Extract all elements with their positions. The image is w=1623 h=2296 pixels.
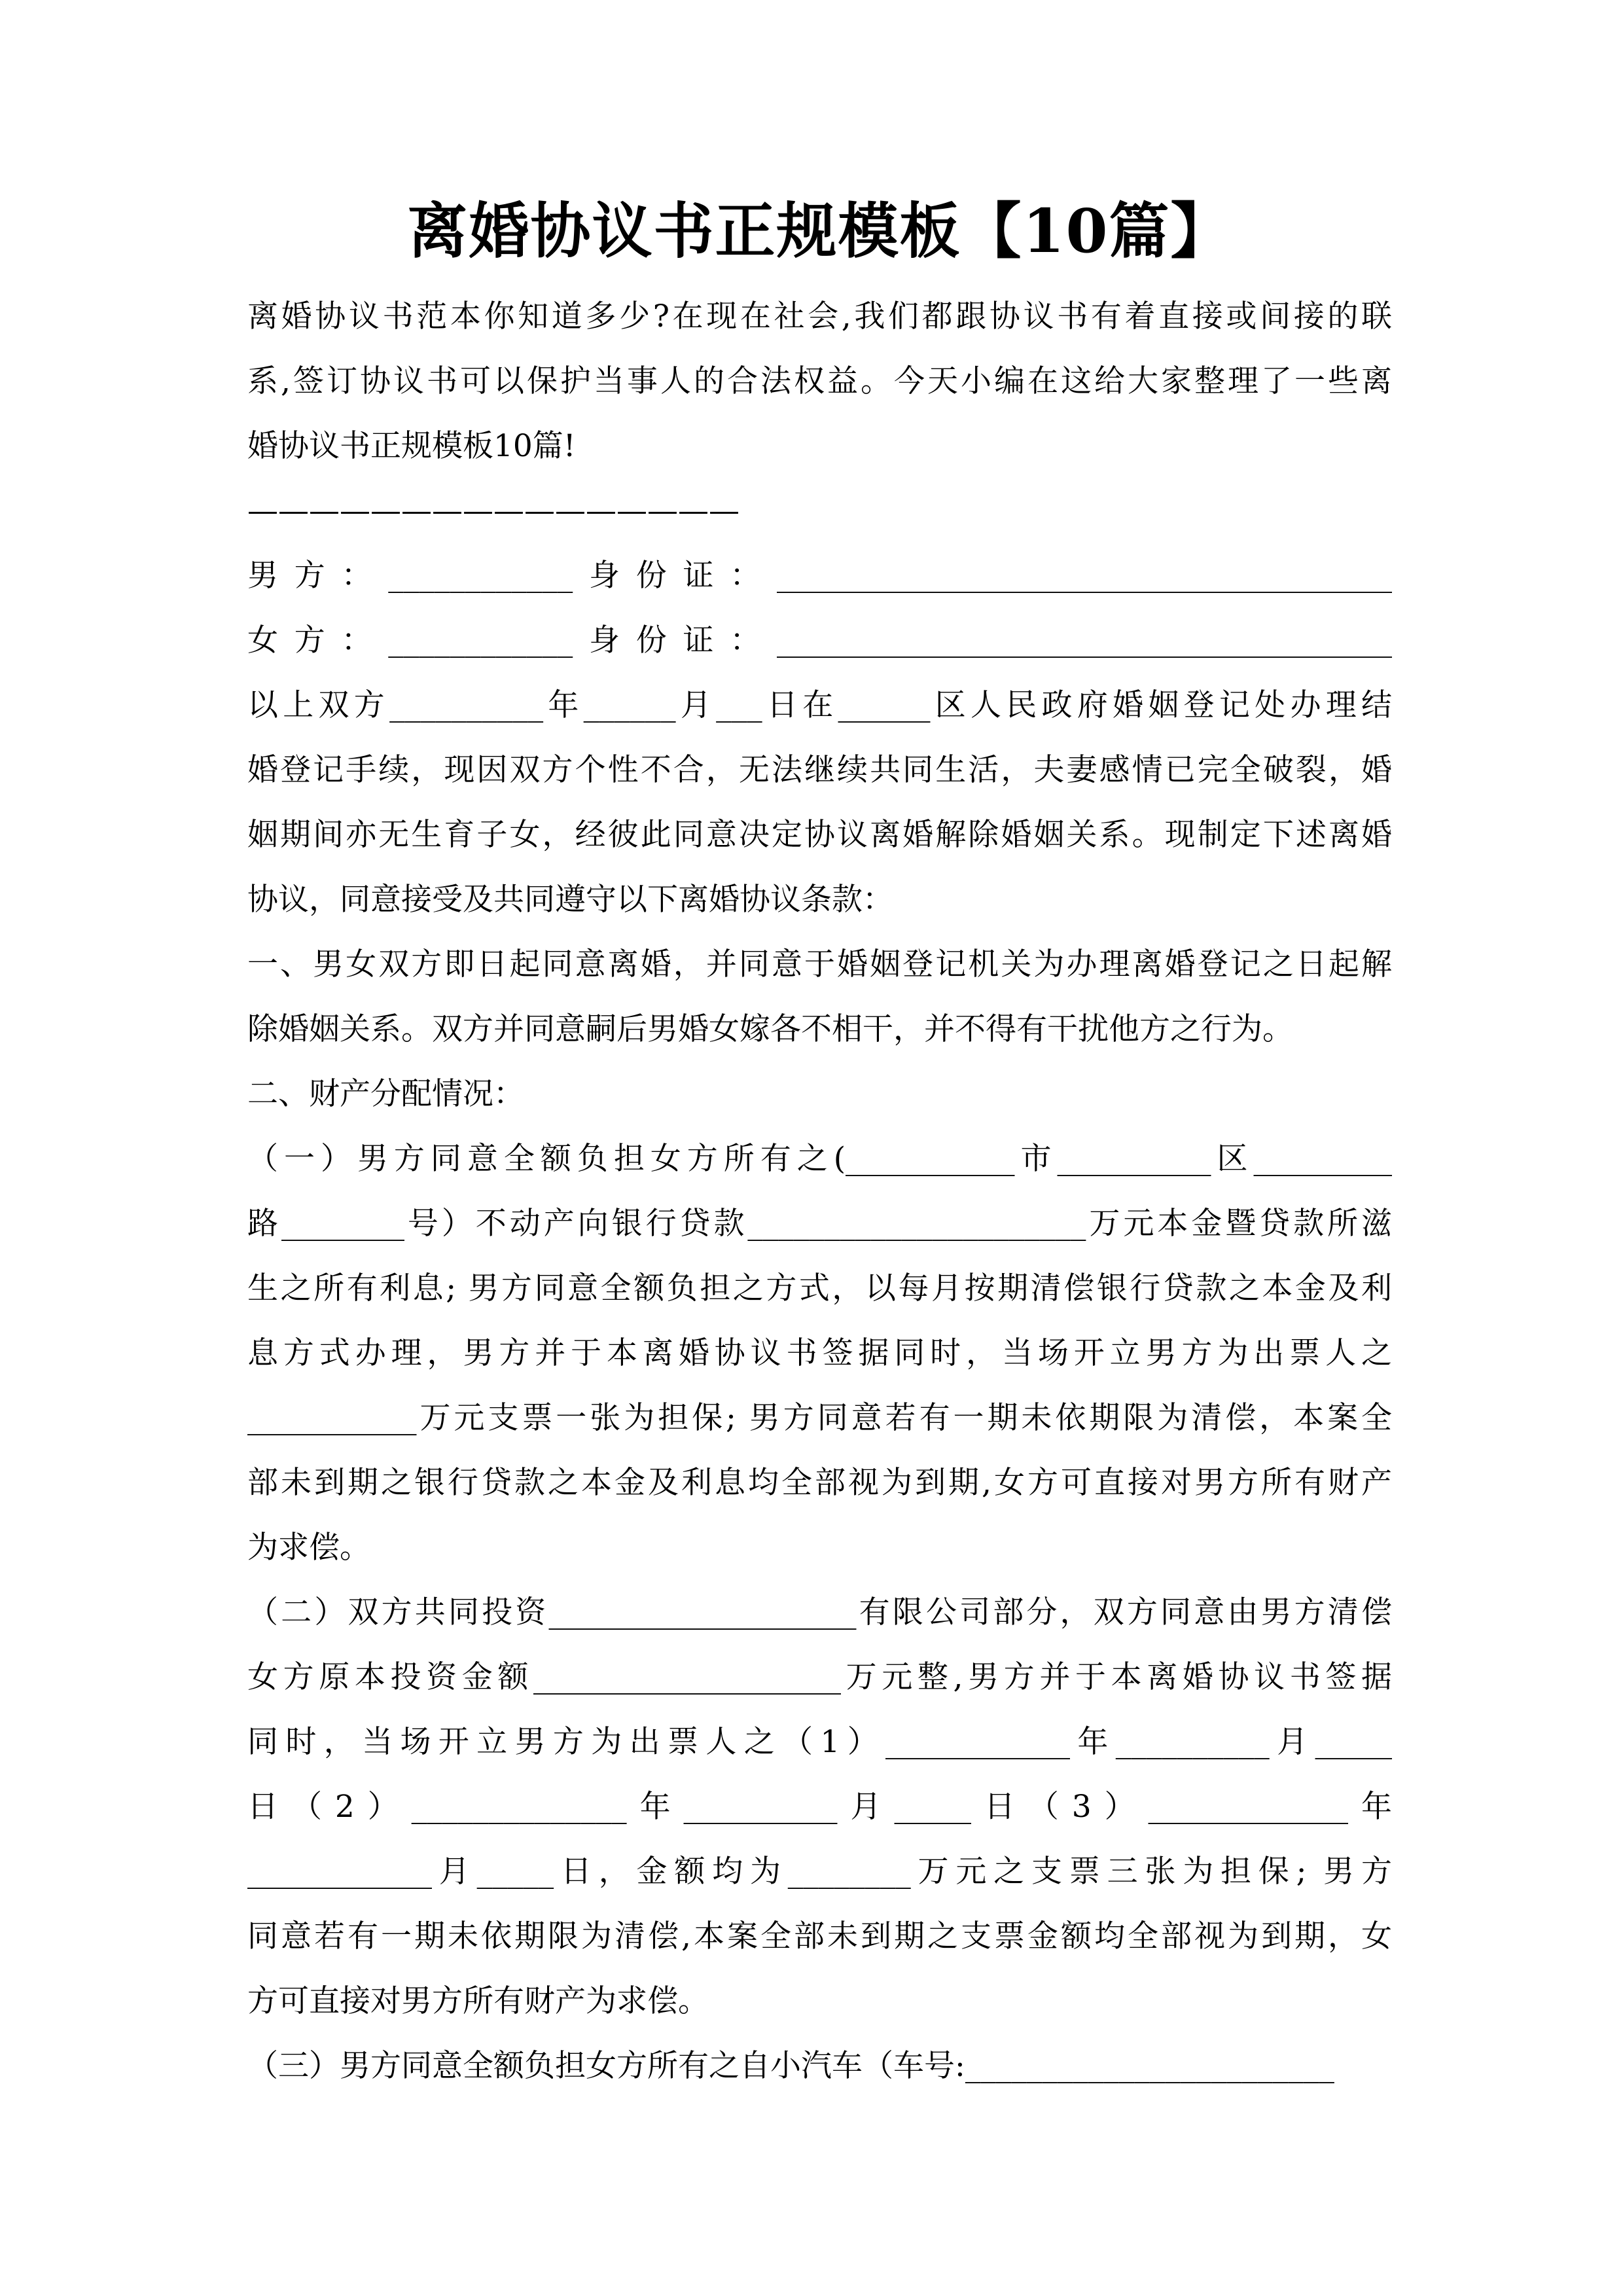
text-line: 除婚姻关系。双方并同意嗣后男婚女嫁各不相干，并不得有干扰他方之行为。: [247, 1011, 1293, 1047]
text-line: 同时，当场开立男方为出票人之（1）____________年__________月_____: [247, 1724, 1392, 1760]
text-line: 姻期间亦无生育子女，经彼此同意决定协议离婚解除婚姻关系。现制定下述离婚: [247, 817, 1392, 853]
text-line: ___________万元支票一张为担保; 男方同意若有一期未依期限为清偿，本案全: [247, 1400, 1392, 1436]
text-line: 系,签订协议书可以保护当事人的合法权益。今天小编在这给大家整理了一些离: [247, 363, 1392, 399]
text-line: 以上双方__________年______月___日在______区人民政府婚姻登记处办理结: [247, 687, 1392, 723]
text-line: 同意若有一期未依期限为清偿,本案全部未到期之支票金额均全部视为到期，女: [247, 1918, 1392, 1954]
text-line: 一、男女双方即日起同意离婚，并同意于婚姻登记机关为办理离婚登记之日起解: [247, 946, 1392, 982]
text-line: 婚协议书正规模板10篇!: [247, 428, 576, 464]
text-line: ____________月_____日，金额均为________万元之支票三张为担保; 男方: [247, 1854, 1392, 1890]
text-line: 日（2）______________年__________月_____日（3）_____________年: [247, 1789, 1392, 1825]
text-line: 为求偿。: [247, 1530, 370, 1566]
text-line: 生之所有利息; 男方同意全额负担之方式，以每月按期清偿银行贷款之本金及利: [247, 1270, 1392, 1306]
text-line: 男方：____________身份证：________________________________________: [247, 558, 1392, 594]
text-line: 女方：____________身份证：________________________________________: [247, 622, 1392, 658]
text-line: 息方式办理，男方并于本离婚协议书签据同时，当场开立男方为出票人之: [247, 1335, 1392, 1371]
text-line: 部未到期之银行贷款之本金及利息均全部视为到期,女方可直接对男方所有财产: [247, 1465, 1392, 1501]
text-line: 二、财产分配情况：: [247, 1076, 524, 1112]
text-line: 路________号）不动产向银行贷款______________________万元本金暨贷款所滋: [247, 1206, 1392, 1242]
text-line: 婚登记手续，现因双方个性不合，无法继续共同生活，夫妻感情已完全破裂，婚: [247, 752, 1392, 788]
document-body: [247, 284, 1392, 2098]
text-line: 离婚协议书范本你知道多少?在现在社会,我们都跟协议书有着直接或间接的联: [247, 298, 1392, 334]
document-title: 离婚协议书正规模板【10篇】: [407, 196, 1232, 266]
text-line: 女方原本投资金额____________________万元整,男方并于本离婚协议书签据: [247, 1659, 1392, 1695]
text-line: 协议，同意接受及共同遵守以下离婚协议条款：: [247, 882, 893, 918]
text-line: （三）男方同意全额负担女方所有之自小汽车（车号:________________________: [247, 2048, 1334, 2084]
text-line: （一）男方同意全额负担女方所有之(___________市__________区_________: [247, 1141, 1392, 1177]
text-line: 方可直接对男方所有财产为求偿。: [247, 1983, 709, 2019]
text-line: （二）双方共同投资____________________有限公司部分，双方同意由男方清偿: [247, 1594, 1392, 1630]
text-line: ————————————————: [247, 493, 740, 529]
